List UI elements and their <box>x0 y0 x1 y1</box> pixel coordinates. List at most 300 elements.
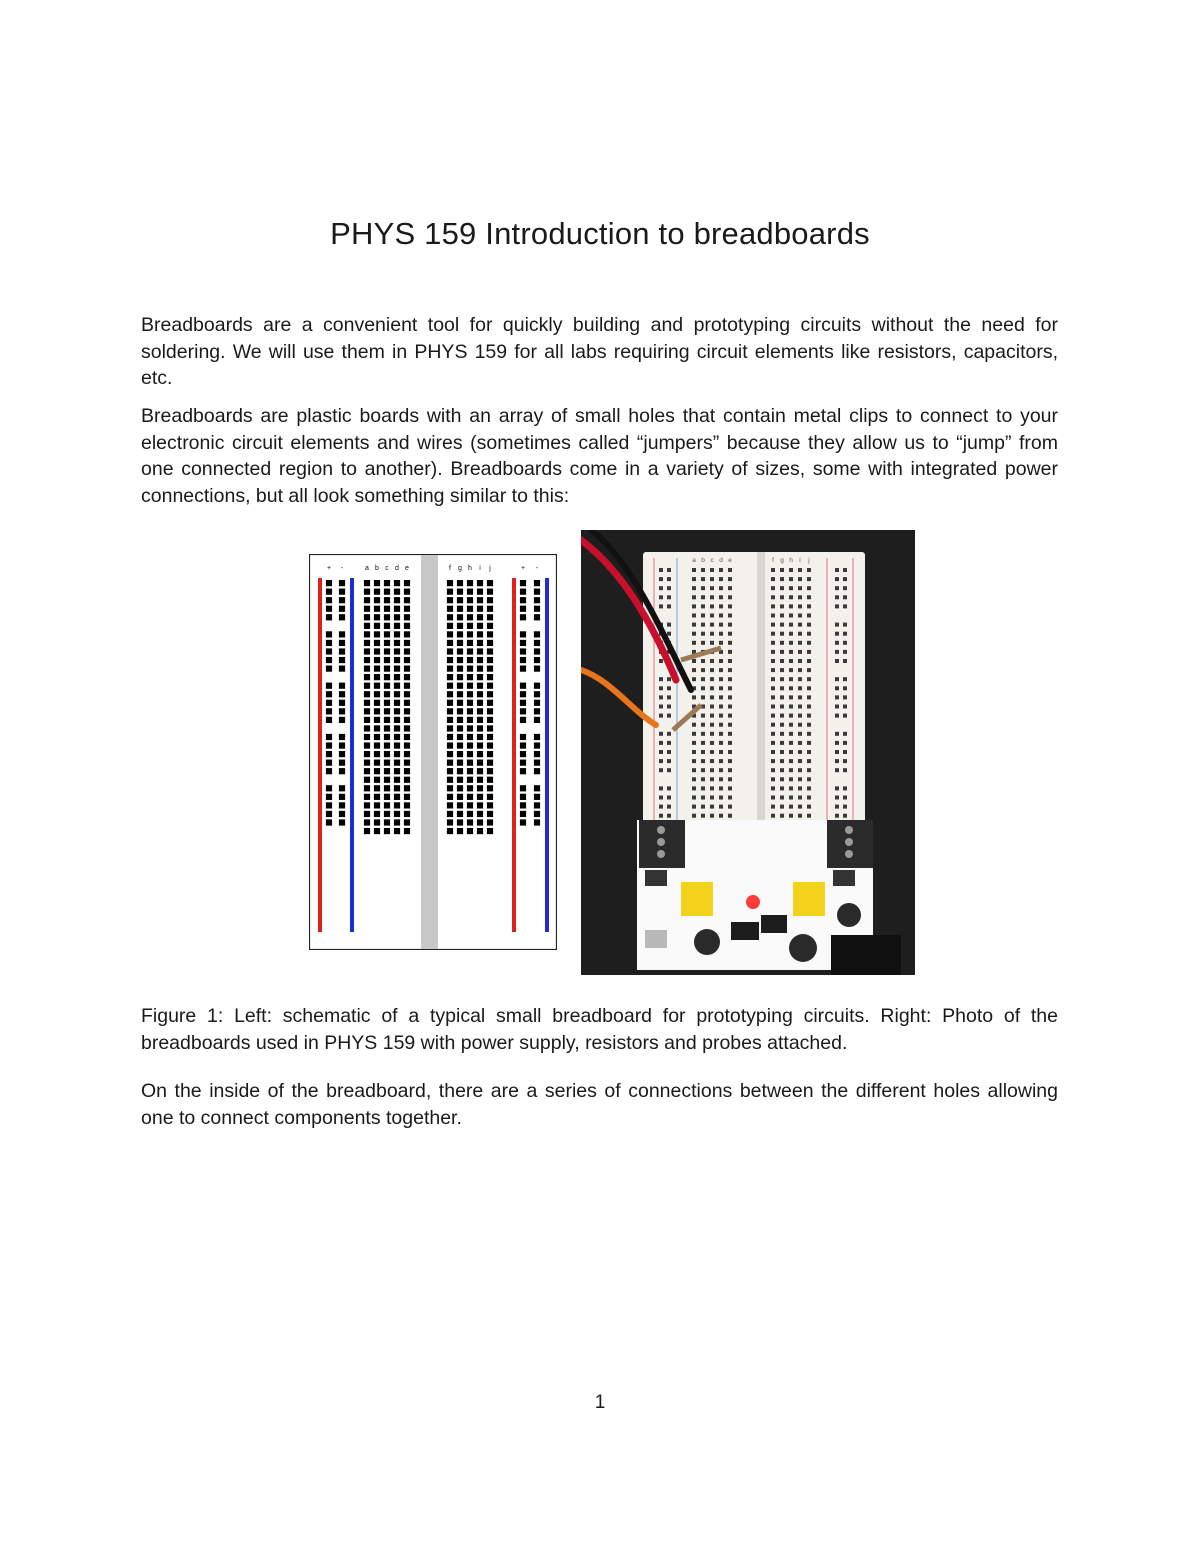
rail-hole <box>326 751 332 757</box>
hole <box>719 568 723 572</box>
hole <box>364 666 370 672</box>
hole <box>692 623 696 627</box>
hole <box>477 657 483 663</box>
hole <box>457 819 463 825</box>
hole <box>384 828 390 834</box>
hole <box>771 768 775 772</box>
rail-hole <box>534 666 540 672</box>
hole <box>447 734 453 740</box>
hole <box>719 604 723 608</box>
hole <box>780 723 784 727</box>
hole <box>467 794 473 800</box>
hole <box>789 632 793 636</box>
column-letter-label: b <box>375 565 379 572</box>
hole <box>467 580 473 586</box>
rail-hole <box>659 604 663 608</box>
hole <box>394 794 400 800</box>
column-letter-label: e <box>405 565 409 572</box>
hole <box>710 750 714 754</box>
hole <box>692 614 696 618</box>
rail-hole <box>667 695 671 699</box>
hole <box>807 568 811 572</box>
rail-hole <box>339 631 345 637</box>
hole <box>384 683 390 689</box>
rail-hole <box>843 650 847 654</box>
hole <box>710 741 714 745</box>
hole <box>364 683 370 689</box>
rail-hole <box>667 677 671 681</box>
rail-hole <box>667 586 671 590</box>
hole <box>404 700 410 706</box>
rail-hole <box>339 742 345 748</box>
rail-hole <box>520 811 526 817</box>
hole <box>701 714 705 718</box>
hole <box>719 641 723 645</box>
hole <box>477 597 483 603</box>
hole <box>710 623 714 627</box>
hole <box>719 577 723 581</box>
hole <box>710 577 714 581</box>
hole <box>457 777 463 783</box>
hole <box>710 777 714 781</box>
hole <box>798 604 802 608</box>
hole <box>457 768 463 774</box>
hole <box>447 683 453 689</box>
hole <box>728 659 732 663</box>
hole <box>477 742 483 748</box>
hole <box>771 659 775 663</box>
rail-hole <box>659 750 663 754</box>
rail-hole <box>659 695 663 699</box>
hole <box>364 777 370 783</box>
hole <box>701 759 705 763</box>
rail-hole <box>843 568 847 572</box>
hole <box>404 811 410 817</box>
rail-hole <box>835 714 839 718</box>
rail-hole <box>659 814 663 818</box>
hole <box>457 614 463 620</box>
rail-hole <box>326 768 332 774</box>
rail-hole <box>835 604 839 608</box>
hole <box>719 796 723 800</box>
rail-hole <box>520 631 526 637</box>
hole <box>701 723 705 727</box>
rail-hole <box>326 580 332 586</box>
hole <box>384 606 390 612</box>
rail-hole <box>534 580 540 586</box>
hole <box>771 796 775 800</box>
rail-hole <box>534 640 540 646</box>
hole <box>477 717 483 723</box>
hole <box>789 732 793 736</box>
breadboard-photo-figure <box>581 530 915 975</box>
hole <box>374 674 380 680</box>
column-letter-label: c <box>385 565 389 572</box>
hole <box>728 668 732 672</box>
hole <box>692 595 696 599</box>
hole <box>384 708 390 714</box>
hole <box>477 640 483 646</box>
hole <box>728 759 732 763</box>
hole <box>404 674 410 680</box>
screw <box>845 838 853 846</box>
jumper-block <box>681 882 713 916</box>
hole <box>467 623 473 629</box>
hole <box>457 811 463 817</box>
hole <box>487 606 493 612</box>
hole <box>457 700 463 706</box>
hole <box>728 796 732 800</box>
hole <box>457 683 463 689</box>
hole <box>394 811 400 817</box>
hole <box>798 595 802 599</box>
rail-hole <box>534 614 540 620</box>
hole <box>487 777 493 783</box>
rail-hole <box>520 614 526 620</box>
hole <box>394 734 400 740</box>
hole <box>807 805 811 809</box>
hole <box>374 623 380 629</box>
hole <box>384 819 390 825</box>
breadboard-schematic <box>309 554 557 950</box>
hole <box>807 750 811 754</box>
hole <box>374 828 380 834</box>
hole <box>364 674 370 680</box>
column-letter-label: c <box>710 557 714 564</box>
hole <box>457 691 463 697</box>
hole <box>364 725 370 731</box>
hole <box>692 814 696 818</box>
rail-hole <box>339 717 345 723</box>
hole <box>374 794 380 800</box>
hole <box>798 586 802 590</box>
hole <box>780 614 784 618</box>
hole <box>487 657 493 663</box>
hole <box>447 794 453 800</box>
rail-hole <box>326 657 332 663</box>
hole <box>364 589 370 595</box>
rail-hole <box>534 751 540 757</box>
hole <box>487 760 493 766</box>
rail-hole <box>835 786 839 790</box>
hole <box>701 796 705 800</box>
rail-hole <box>534 768 540 774</box>
rail-hole <box>659 577 663 581</box>
hole <box>780 641 784 645</box>
hole <box>728 741 732 745</box>
hole <box>798 650 802 654</box>
hole <box>457 606 463 612</box>
hole <box>487 580 493 586</box>
hole <box>789 568 793 572</box>
hole <box>394 614 400 620</box>
hole <box>701 568 705 572</box>
hole <box>807 686 811 690</box>
rail-hole <box>534 819 540 825</box>
hole <box>789 750 793 754</box>
rail-hole <box>659 677 663 681</box>
hole <box>789 741 793 745</box>
hole <box>701 668 705 672</box>
hole <box>487 828 493 834</box>
hole <box>728 623 732 627</box>
rail-hole <box>843 686 847 690</box>
hole <box>394 640 400 646</box>
hole <box>780 805 784 809</box>
hole <box>364 794 370 800</box>
page-number: 1 <box>594 1392 606 1413</box>
hole <box>710 714 714 718</box>
jumper-block <box>793 882 825 916</box>
column-letter-label: i <box>479 565 481 572</box>
hole <box>394 742 400 748</box>
rail-hole <box>339 657 345 663</box>
hole <box>457 597 463 603</box>
rail-hole <box>843 759 847 763</box>
rail-hole <box>659 586 663 590</box>
hole <box>374 589 380 595</box>
rail-hole <box>326 597 332 603</box>
rail-hole <box>326 700 332 706</box>
rail-hole <box>326 785 332 791</box>
hole <box>394 725 400 731</box>
hole <box>457 794 463 800</box>
hole <box>807 659 811 663</box>
hole <box>701 677 705 681</box>
rail-hole <box>326 589 332 595</box>
hole <box>798 759 802 763</box>
rail-hole <box>520 691 526 697</box>
hole <box>487 648 493 654</box>
hole <box>771 604 775 608</box>
column-letter-label: d <box>395 565 399 572</box>
rail-hole <box>667 604 671 608</box>
hole <box>394 648 400 654</box>
hole <box>404 640 410 646</box>
center-channel <box>421 555 438 949</box>
hole <box>384 751 390 757</box>
hole <box>780 577 784 581</box>
hole <box>374 717 380 723</box>
hole <box>477 631 483 637</box>
hole <box>771 805 775 809</box>
rail-hole <box>534 597 540 603</box>
screw <box>657 850 665 858</box>
hole <box>710 805 714 809</box>
hole <box>487 725 493 731</box>
hole <box>487 751 493 757</box>
hole <box>807 759 811 763</box>
hole <box>394 580 400 586</box>
hole <box>719 668 723 672</box>
rail-hole <box>326 683 332 689</box>
hole <box>807 614 811 618</box>
hole <box>807 595 811 599</box>
hole <box>477 648 483 654</box>
hole <box>374 811 380 817</box>
hole <box>364 657 370 663</box>
rail-hole <box>339 648 345 654</box>
rail-hole <box>835 659 839 663</box>
hole <box>374 734 380 740</box>
hole <box>364 828 370 834</box>
hole <box>780 768 784 772</box>
hole <box>467 802 473 808</box>
hole <box>692 723 696 727</box>
hole <box>807 650 811 654</box>
rail-hole <box>339 589 345 595</box>
hole <box>447 691 453 697</box>
column-letter-label: i <box>799 557 801 564</box>
rail-hole <box>659 759 663 763</box>
hole <box>467 640 473 646</box>
hole <box>447 742 453 748</box>
rail-hole <box>534 760 540 766</box>
hole <box>467 768 473 774</box>
rail-hole <box>659 659 663 663</box>
hole <box>487 631 493 637</box>
rail-hole <box>843 750 847 754</box>
hole <box>798 632 802 636</box>
rail-hole <box>339 819 345 825</box>
rail-hole <box>534 589 540 595</box>
column-letter-label: g <box>780 557 784 564</box>
rail-hole <box>843 786 847 790</box>
hole <box>701 659 705 663</box>
hole <box>384 580 390 586</box>
hole <box>404 760 410 766</box>
figure-caption: Figure 1: Left: schematic of a typical small breadboard for prototyping circuits. Right: Photo of the breadboards used in PHYS 159 with power supply, resistors and probes attached. <box>141 1005 1058 1054</box>
rail-hole <box>520 794 526 800</box>
hole <box>701 777 705 781</box>
hole <box>780 595 784 599</box>
rail-hole <box>835 750 839 754</box>
hole <box>780 786 784 790</box>
hole <box>719 741 723 745</box>
rail-hole <box>326 606 332 612</box>
hole <box>447 802 453 808</box>
hole <box>771 623 775 627</box>
hole <box>789 577 793 581</box>
hole <box>404 648 410 654</box>
hole <box>384 725 390 731</box>
hole <box>692 586 696 590</box>
hole <box>807 796 811 800</box>
hole <box>447 597 453 603</box>
rail-hole <box>667 732 671 736</box>
rail-hole <box>659 741 663 745</box>
hole <box>771 614 775 618</box>
rail-hole <box>520 597 526 603</box>
capacitor <box>694 929 720 955</box>
hole <box>798 750 802 754</box>
hole <box>780 695 784 699</box>
hole <box>384 802 390 808</box>
hole <box>394 657 400 663</box>
hole <box>404 597 410 603</box>
hole <box>701 750 705 754</box>
hole <box>364 648 370 654</box>
hole <box>384 623 390 629</box>
rail-hole <box>667 686 671 690</box>
hole <box>404 794 410 800</box>
hole <box>384 640 390 646</box>
hole <box>780 632 784 636</box>
hole <box>384 760 390 766</box>
hole <box>692 641 696 645</box>
hole <box>384 794 390 800</box>
breadboard-schematic-figure <box>309 554 557 950</box>
column-letter-label: a <box>365 565 369 572</box>
page-title: PHYS 159 Introduction to breadboards <box>330 216 870 251</box>
hole <box>798 677 802 681</box>
hole <box>789 650 793 654</box>
hole <box>394 708 400 714</box>
positive-rail-line <box>318 578 322 932</box>
hole <box>374 768 380 774</box>
rail-hole <box>835 677 839 681</box>
hole <box>692 659 696 663</box>
hole <box>771 732 775 736</box>
hole <box>798 705 802 709</box>
hole <box>780 686 784 690</box>
hole <box>487 811 493 817</box>
hole <box>728 786 732 790</box>
hole <box>487 691 493 697</box>
hole <box>447 717 453 723</box>
rail-hole <box>843 632 847 636</box>
hole <box>487 640 493 646</box>
hole <box>457 785 463 791</box>
rail-hole <box>326 742 332 748</box>
rail-hole <box>835 768 839 772</box>
hole <box>374 760 380 766</box>
rail-hole <box>843 768 847 772</box>
hole <box>719 714 723 718</box>
hole <box>780 759 784 763</box>
rail-hole <box>843 705 847 709</box>
switch <box>645 870 667 886</box>
positive-rail-line <box>512 578 516 932</box>
rail-hole <box>520 606 526 612</box>
hole <box>447 631 453 637</box>
hole <box>467 648 473 654</box>
hole <box>487 708 493 714</box>
rail-hole <box>326 648 332 654</box>
hole <box>807 623 811 627</box>
hole <box>364 811 370 817</box>
hole <box>798 777 802 781</box>
hole <box>728 777 732 781</box>
hole <box>447 760 453 766</box>
hole <box>798 614 802 618</box>
hole <box>477 666 483 672</box>
hole <box>798 741 802 745</box>
hole <box>771 677 775 681</box>
hole <box>467 700 473 706</box>
hole <box>374 597 380 603</box>
rail-hole <box>667 705 671 709</box>
hole <box>710 786 714 790</box>
hole <box>364 708 370 714</box>
voltage-regulator <box>761 915 787 933</box>
hole <box>404 657 410 663</box>
hole <box>374 725 380 731</box>
hole <box>374 785 380 791</box>
hole <box>457 640 463 646</box>
rail-hole <box>835 759 839 763</box>
hole <box>404 751 410 757</box>
